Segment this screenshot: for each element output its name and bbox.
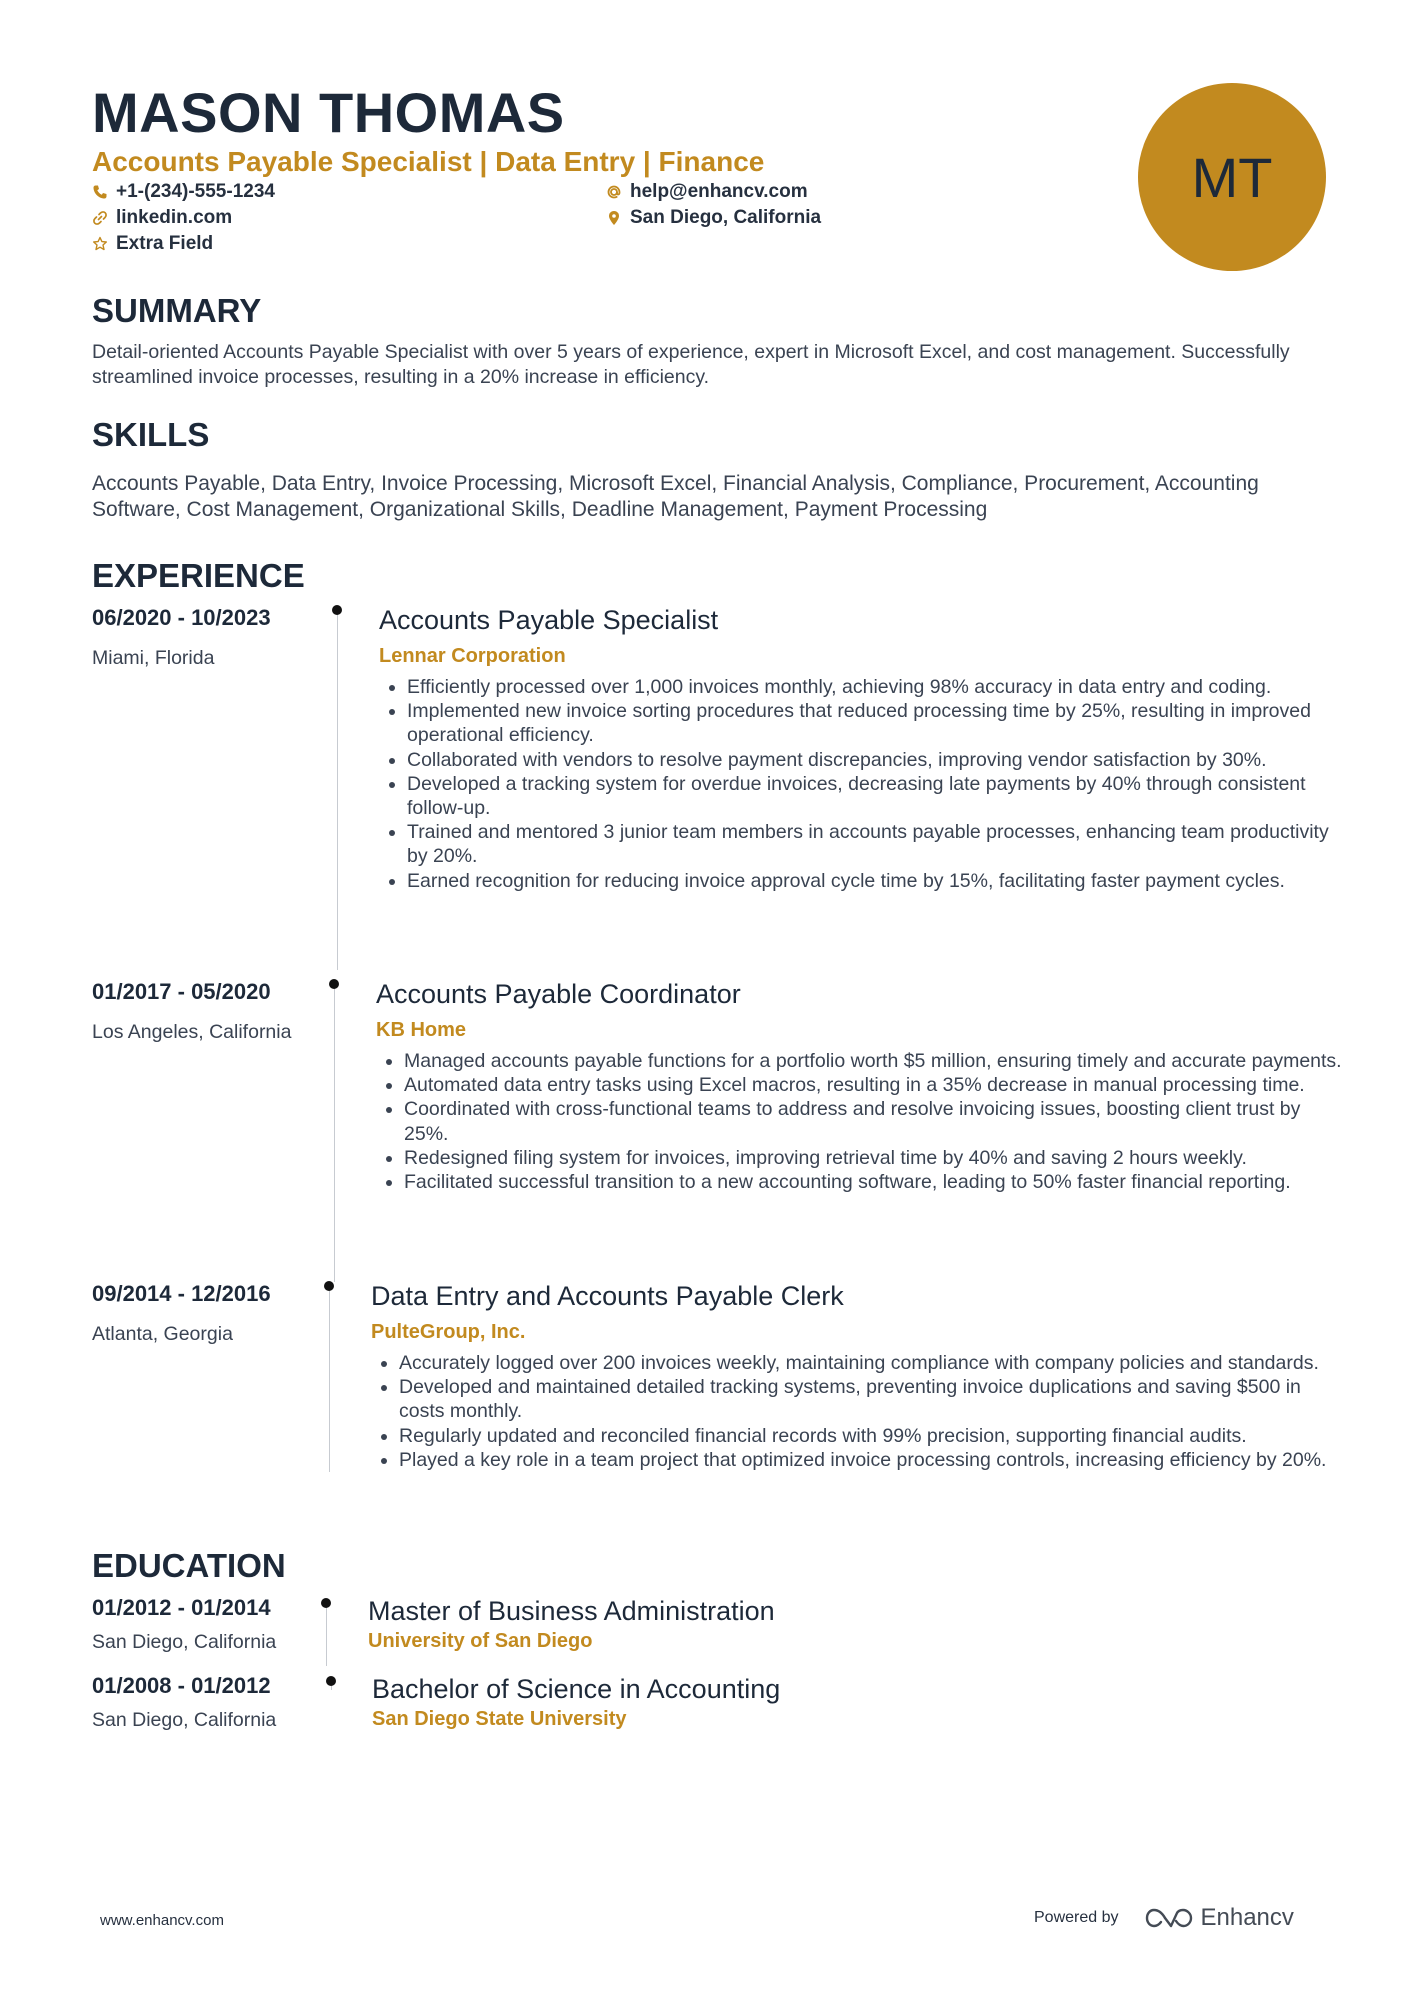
education-heading: EDUCATION <box>92 1547 286 1584</box>
timeline-line <box>334 982 335 1282</box>
education-school: San Diego State University <box>372 1708 627 1730</box>
phone-text: +1-(234)-555-1234 <box>116 181 275 202</box>
contact-email[interactable] <box>606 180 808 204</box>
list-item: • Implemented new invoice sorting procedures that reduced processing time by 25%, resulting in improved operational efficiency. <box>407 699 1347 747</box>
list-item: • Redesigned filing system for invoices, improving retrieval time by 40% and saving 2 hours weekly. <box>404 1146 1350 1170</box>
experience-dates: 06/2020 - 10/2023 <box>92 605 271 630</box>
timeline-dot <box>326 1676 336 1686</box>
avatar <box>1138 83 1326 271</box>
contact-phone[interactable] <box>92 180 275 204</box>
timeline-dot <box>329 979 339 989</box>
list-item: • Regularly updated and reconciled financial records with 99% precision, supporting financial audits. <box>399 1424 1349 1448</box>
experience-role: Accounts Payable Coordinator <box>376 979 741 1009</box>
experience-company: PulteGroup, Inc. <box>371 1321 526 1343</box>
experience-heading: EXPERIENCE <box>92 557 305 594</box>
list-item: • Efficiently processed over 1,000 invoices monthly, achieving 98% accuracy in data entry and coding. <box>407 675 1347 699</box>
footer-powered-by[interactable] <box>1034 1904 1294 1932</box>
education-dates: 01/2012 - 01/2014 <box>92 1595 271 1620</box>
experience-location: Atlanta, Georgia <box>92 1323 233 1345</box>
location-pin-icon <box>606 210 622 226</box>
contact-location <box>606 206 821 230</box>
timeline-line <box>326 1602 327 1666</box>
experience-bullets <box>376 1049 1350 1194</box>
candidate-title: Accounts Payable Specialist | Data Entry | Finance <box>92 146 765 177</box>
summary-text: Detail-oriented Accounts Payable Specialist with over 5 years of experience, expert in Microsoft Excel, and cost management. Successfully streamlined invoice processes, resulting in a 20% increase in efficiency. <box>92 341 1290 388</box>
phone-icon <box>92 184 108 200</box>
powered-by-text: Powered by <box>1034 1909 1119 1926</box>
avatar-initials: MT <box>1191 145 1273 209</box>
timeline-dot <box>332 605 342 615</box>
link-icon <box>92 210 108 226</box>
summary-heading: SUMMARY <box>92 292 262 329</box>
experience-company: Lennar Corporation <box>379 645 566 667</box>
skills-text: Accounts Payable, Data Entry, Invoice Processing, Microsoft Excel, Financial Analysis, Compliance, Procurement, Accounting Software, Cost Management, Organizational Skills, Deadline Management, Payment Processing <box>92 472 1259 521</box>
list-item: • Accurately logged over 200 invoices weekly, maintaining compliance with company policies and standards. <box>399 1351 1349 1375</box>
experience-role: Accounts Payable Specialist <box>379 605 719 635</box>
timeline-dot <box>321 1598 331 1608</box>
list-item: • Managed accounts payable functions for a portfolio worth $5 million, ensuring timely and accurate payments. <box>404 1049 1350 1073</box>
list-item: • Trained and mentored 3 junior team members in accounts payable processes, enhancing team productivity by 20%. <box>407 820 1347 868</box>
list-item: • Automated data entry tasks using Excel macros, resulting in a 35% decrease in manual processing time. <box>404 1073 1350 1097</box>
education-dates: 01/2008 - 01/2012 <box>92 1673 271 1698</box>
list-item: • Collaborated with vendors to resolve payment discrepancies, improving vendor satisfaction by 30%. <box>407 748 1347 772</box>
star-icon <box>92 236 108 252</box>
experience-dates: 01/2017 - 05/2020 <box>92 979 271 1004</box>
list-item: • Facilitated successful transition to a new accounting software, leading to 50% faster financial reporting. <box>404 1170 1350 1194</box>
experience-dates: 09/2014 - 12/2016 <box>92 1281 271 1306</box>
at-icon <box>606 184 622 200</box>
brand-name: Enhancv <box>1200 1904 1294 1931</box>
education-school: University of San Diego <box>368 1630 593 1652</box>
extra-field-text: Extra Field <box>116 233 214 254</box>
list-item: • Coordinated with cross-functional teams to address and resolve invoicing issues, boosting client trust by 25%. <box>404 1097 1350 1145</box>
enhancv-logo-icon <box>1145 1905 1193 1931</box>
footer-website[interactable]: www.enhancv.com <box>100 1912 224 1929</box>
education-location: San Diego, California <box>92 1631 277 1653</box>
experience-bullets <box>371 1351 1349 1472</box>
timeline-line <box>329 1284 330 1472</box>
experience-bullets <box>379 675 1347 893</box>
experience-role: Data Entry and Accounts Payable Clerk <box>371 1281 844 1311</box>
skills-heading: SKILLS <box>92 416 210 453</box>
candidate-name: MASON THOMAS <box>92 81 565 144</box>
list-item: • Developed a tracking system for overdue invoices, decreasing late payments by 40% through consistent follow-up. <box>407 772 1347 820</box>
list-item: • Developed and maintained detailed tracking systems, preventing invoice duplications and saving $500 in costs monthly. <box>399 1375 1349 1423</box>
timeline-dot <box>324 1281 334 1291</box>
contact-extra <box>92 232 213 256</box>
list-item: • Earned recognition for reducing invoice approval cycle time by 15%, facilitating faster payment cycles. <box>407 869 1347 893</box>
experience-location: Los Angeles, California <box>92 1021 292 1043</box>
linkedin-text: linkedin.com <box>116 207 233 228</box>
experience-location: Miami, Florida <box>92 647 215 669</box>
email-text: help@enhancv.com <box>630 181 808 202</box>
education-location: San Diego, California <box>92 1709 277 1731</box>
experience-company: KB Home <box>376 1019 467 1041</box>
list-item: • Played a key role in a team project that optimized invoice processing controls, increasing efficiency by 20%. <box>399 1448 1349 1472</box>
location-text: San Diego, California <box>630 207 822 228</box>
education-degree: Master of Business Administration <box>368 1596 775 1626</box>
timeline-line <box>337 608 338 970</box>
contact-linkedin[interactable] <box>92 206 232 230</box>
education-degree: Bachelor of Science in Accounting <box>372 1674 781 1704</box>
